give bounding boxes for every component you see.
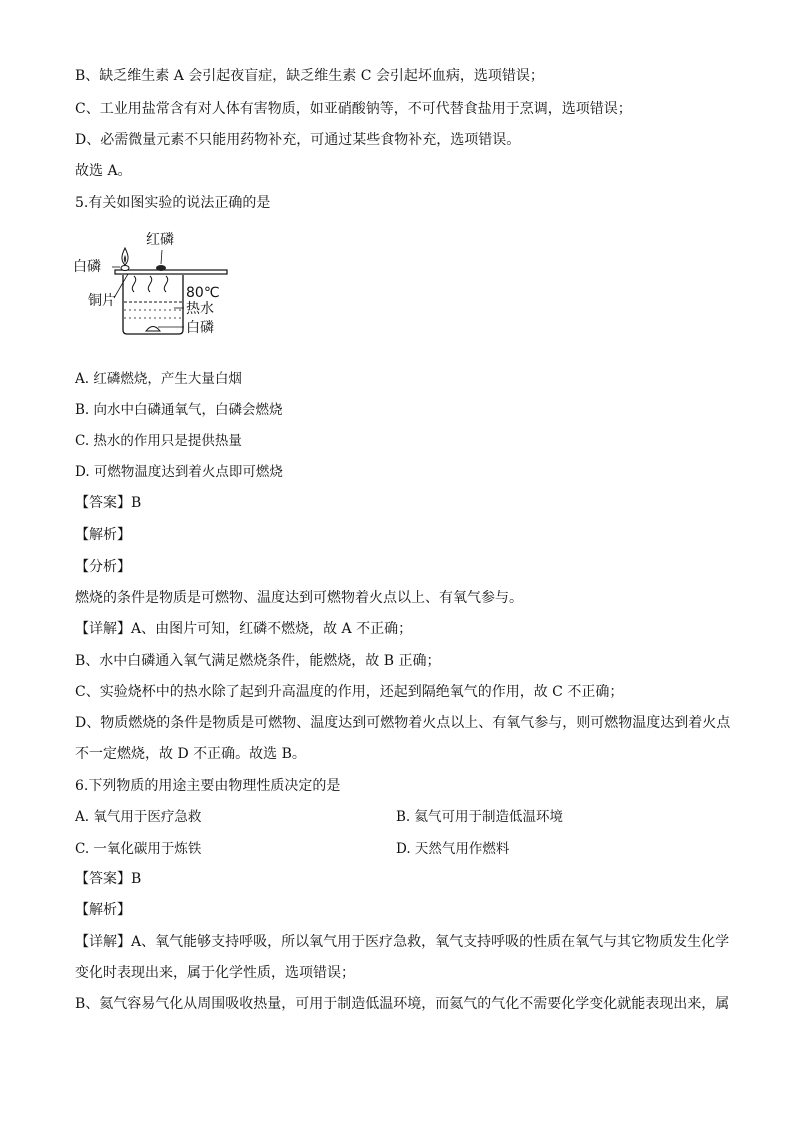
answer-value: B [131,495,142,511]
detail-a-text: A、由图片可知，红磷不燃烧，故 A 不正确； [131,621,413,637]
white-phosphorus-in-water [146,327,160,332]
label-white-phosphorus-top: 白磷 [73,259,101,275]
prev-option-c-explanation: C、工业用盐常含有对人体有害物质，如亚硝酸钠等，不可代替食盐用于烹调，选项错误； [75,101,632,117]
q6-option-a: A. 氧气用于医疗急救 [75,809,202,825]
q6-stem: 6.下列物质的用途主要由物理性质决定的是 [75,778,341,794]
q5-fenxi-text: 燃烧的条件是物质是可燃物、温度达到可燃物着火点以上、有氧气参与。 [75,590,523,606]
q5-option-d: D. 可燃物温度达到着火点即可燃烧 [75,464,283,480]
q6-option-c: C. 一氧化碳用于炼铁 [75,841,202,857]
beaker [123,275,183,334]
q6-option-b: B. 氦气可用于制造低温环境 [396,809,564,825]
leader-line [161,250,162,264]
q5-detail-d-line2: 不一定燃烧，故 D 不正确。故选 B。 [75,746,306,762]
steam-icon [148,276,151,292]
q6-detail-a-line2: 变化时表现出来，属于化学性质，选项错误； [75,965,355,981]
leader-line [114,274,128,298]
detail-tag: 【详解】 [75,621,131,637]
q5-analysis-tag: 【解析】 [75,527,131,543]
q5-fenxi-tag: 【分析】 [75,559,131,575]
q5-option-b: B. 向水中白磷通氧气，白磷会燃烧 [75,402,283,418]
answer-tag: 【答案】 [75,495,131,511]
label-copper-sheet: 铜片 [88,293,116,309]
q5-detail-d-line1: D、物质燃烧的条件是物质是可燃物、温度达到可燃物着火点以上、有氧气参与，则可燃物温度达到着火点 [75,715,731,731]
q5-option-c: C. 热水的作用只是提供热量 [75,433,242,449]
q5-option-a: A. 红磷燃烧，产生大量白烟 [75,371,242,387]
detail-tag: 【详解】 [75,934,131,950]
q5-detail-a [75,620,412,638]
q6-option-d: D. 天然气用作燃料 [396,841,510,857]
q6-answer [75,870,141,888]
q6-detail-a-line1 [75,933,729,951]
q5-stem: 5.有关如图实验的说法正确的是 [75,195,271,211]
answer-value: B [131,871,142,887]
q5-detail-c: C、实验烧杯中的热水除了起到升高温度的作用，还起到隔绝氧气的作用，故 C 不正确； [75,684,624,700]
label-temperature: 80℃ [186,285,220,301]
copper-sheet [115,270,227,274]
steam-icon [164,276,167,292]
q6-detail-b-line1: B、氦气容易气化从周围吸收热量，可用于制造低温环境，而氦气的气化不需要化学变化就能表现出来，属 [75,996,730,1012]
prev-conclusion: 故选 A。 [75,163,132,179]
combustion-experiment-diagram [70,230,230,345]
prev-option-d-explanation: D、必需微量元素不只能用药物补充，可通过某些食物补充，选项错误。 [75,132,521,148]
label-red-phosphorus: 红磷 [146,232,174,248]
answer-tag: 【答案】 [75,871,131,887]
q5-detail-b: B、水中白磷通入氧气满足燃烧条件，能燃烧，故 B 正确； [75,653,441,669]
q5-answer [75,494,141,512]
label-hot-water: 热水 [186,301,214,317]
q6-analysis-tag: 【解析】 [75,902,131,918]
red-phosphorus-on-sheet [156,265,166,271]
detail-a-text: A、氧气能够支持呼吸，所以氧气用于医疗急救，氧气支持呼吸的性质在氧气与其它物质发生化学 [131,934,730,950]
label-white-phosphorus-water: 白磷 [186,320,214,336]
white-phosphorus-on-sheet [121,266,129,271]
prev-option-b-explanation: B、缺乏维生素 A 会引起夜盲症，缺乏维生素 C 会引起坏血病，选项错误； [75,68,544,84]
steam-icon [132,276,135,292]
